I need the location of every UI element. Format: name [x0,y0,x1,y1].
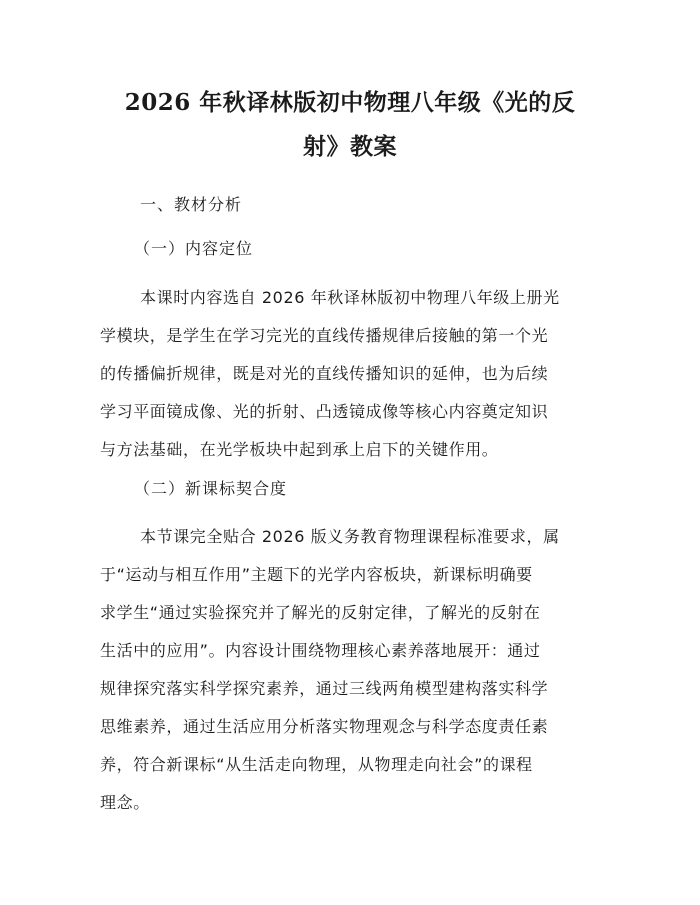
paragraph-1-line-2: 学模块，是学生在学习完光的直线传播规律后接触的第一个光 [100,326,549,345]
paragraph-2-line-6: 思维素养，通过生活应用分析落实物理观念与科学态度责任素 [100,717,549,736]
document-title-line-1: 2026 年秋译林版初中物理八年级《光的反 [124,89,576,116]
paragraph-2-line-7: 养，符合新课标“从生活走向物理，从物理走向社会”的课程 [100,755,533,774]
subsection-heading-curriculum-alignment: （二）新课标契合度 [134,479,288,498]
document-title-line-2: 射》教案 [303,133,397,160]
paragraph-2-line-2: 于“运动与相互作用”主题下的光学内容板块，新课标明确要 [100,565,533,584]
paragraph-2-line-8: 理念。 [100,793,150,812]
subsection-heading-content-positioning: （一）内容定位 [134,239,254,258]
paragraph-1-line-5: 与方法基础，在光学板块中起到承上启下的关键作用。 [100,440,499,459]
paragraph-1-line-4: 学习平面镜成像、光的折射、凸透镜成像等核心内容奠定知识 [100,402,549,421]
paragraph-2-line-4: 生活中的应用”。内容设计围绕物理核心素养落地展开：通过 [100,641,541,660]
paragraph-2-line-5: 规律探究落实科学探究素养，通过三线两角模型建构落实科学 [100,679,549,698]
section-heading-teaching-material-analysis: 一、教材分析 [140,195,243,214]
paragraph-2-line-1: 本节课完全贴合 2026 版义务教育物理课程标准要求，属 [140,527,560,546]
paragraph-2-line-3: 求学生“通过实验探究并了解光的反射定律，了解光的反射在 [100,603,541,622]
paragraph-1-line-1: 本课时内容选自 2026 年秋译林版初中物理八年级上册光 [140,288,560,307]
paragraph-1-line-3: 的传播偏折规律，既是对光的直线传播知识的延伸，也为后续 [100,364,549,383]
